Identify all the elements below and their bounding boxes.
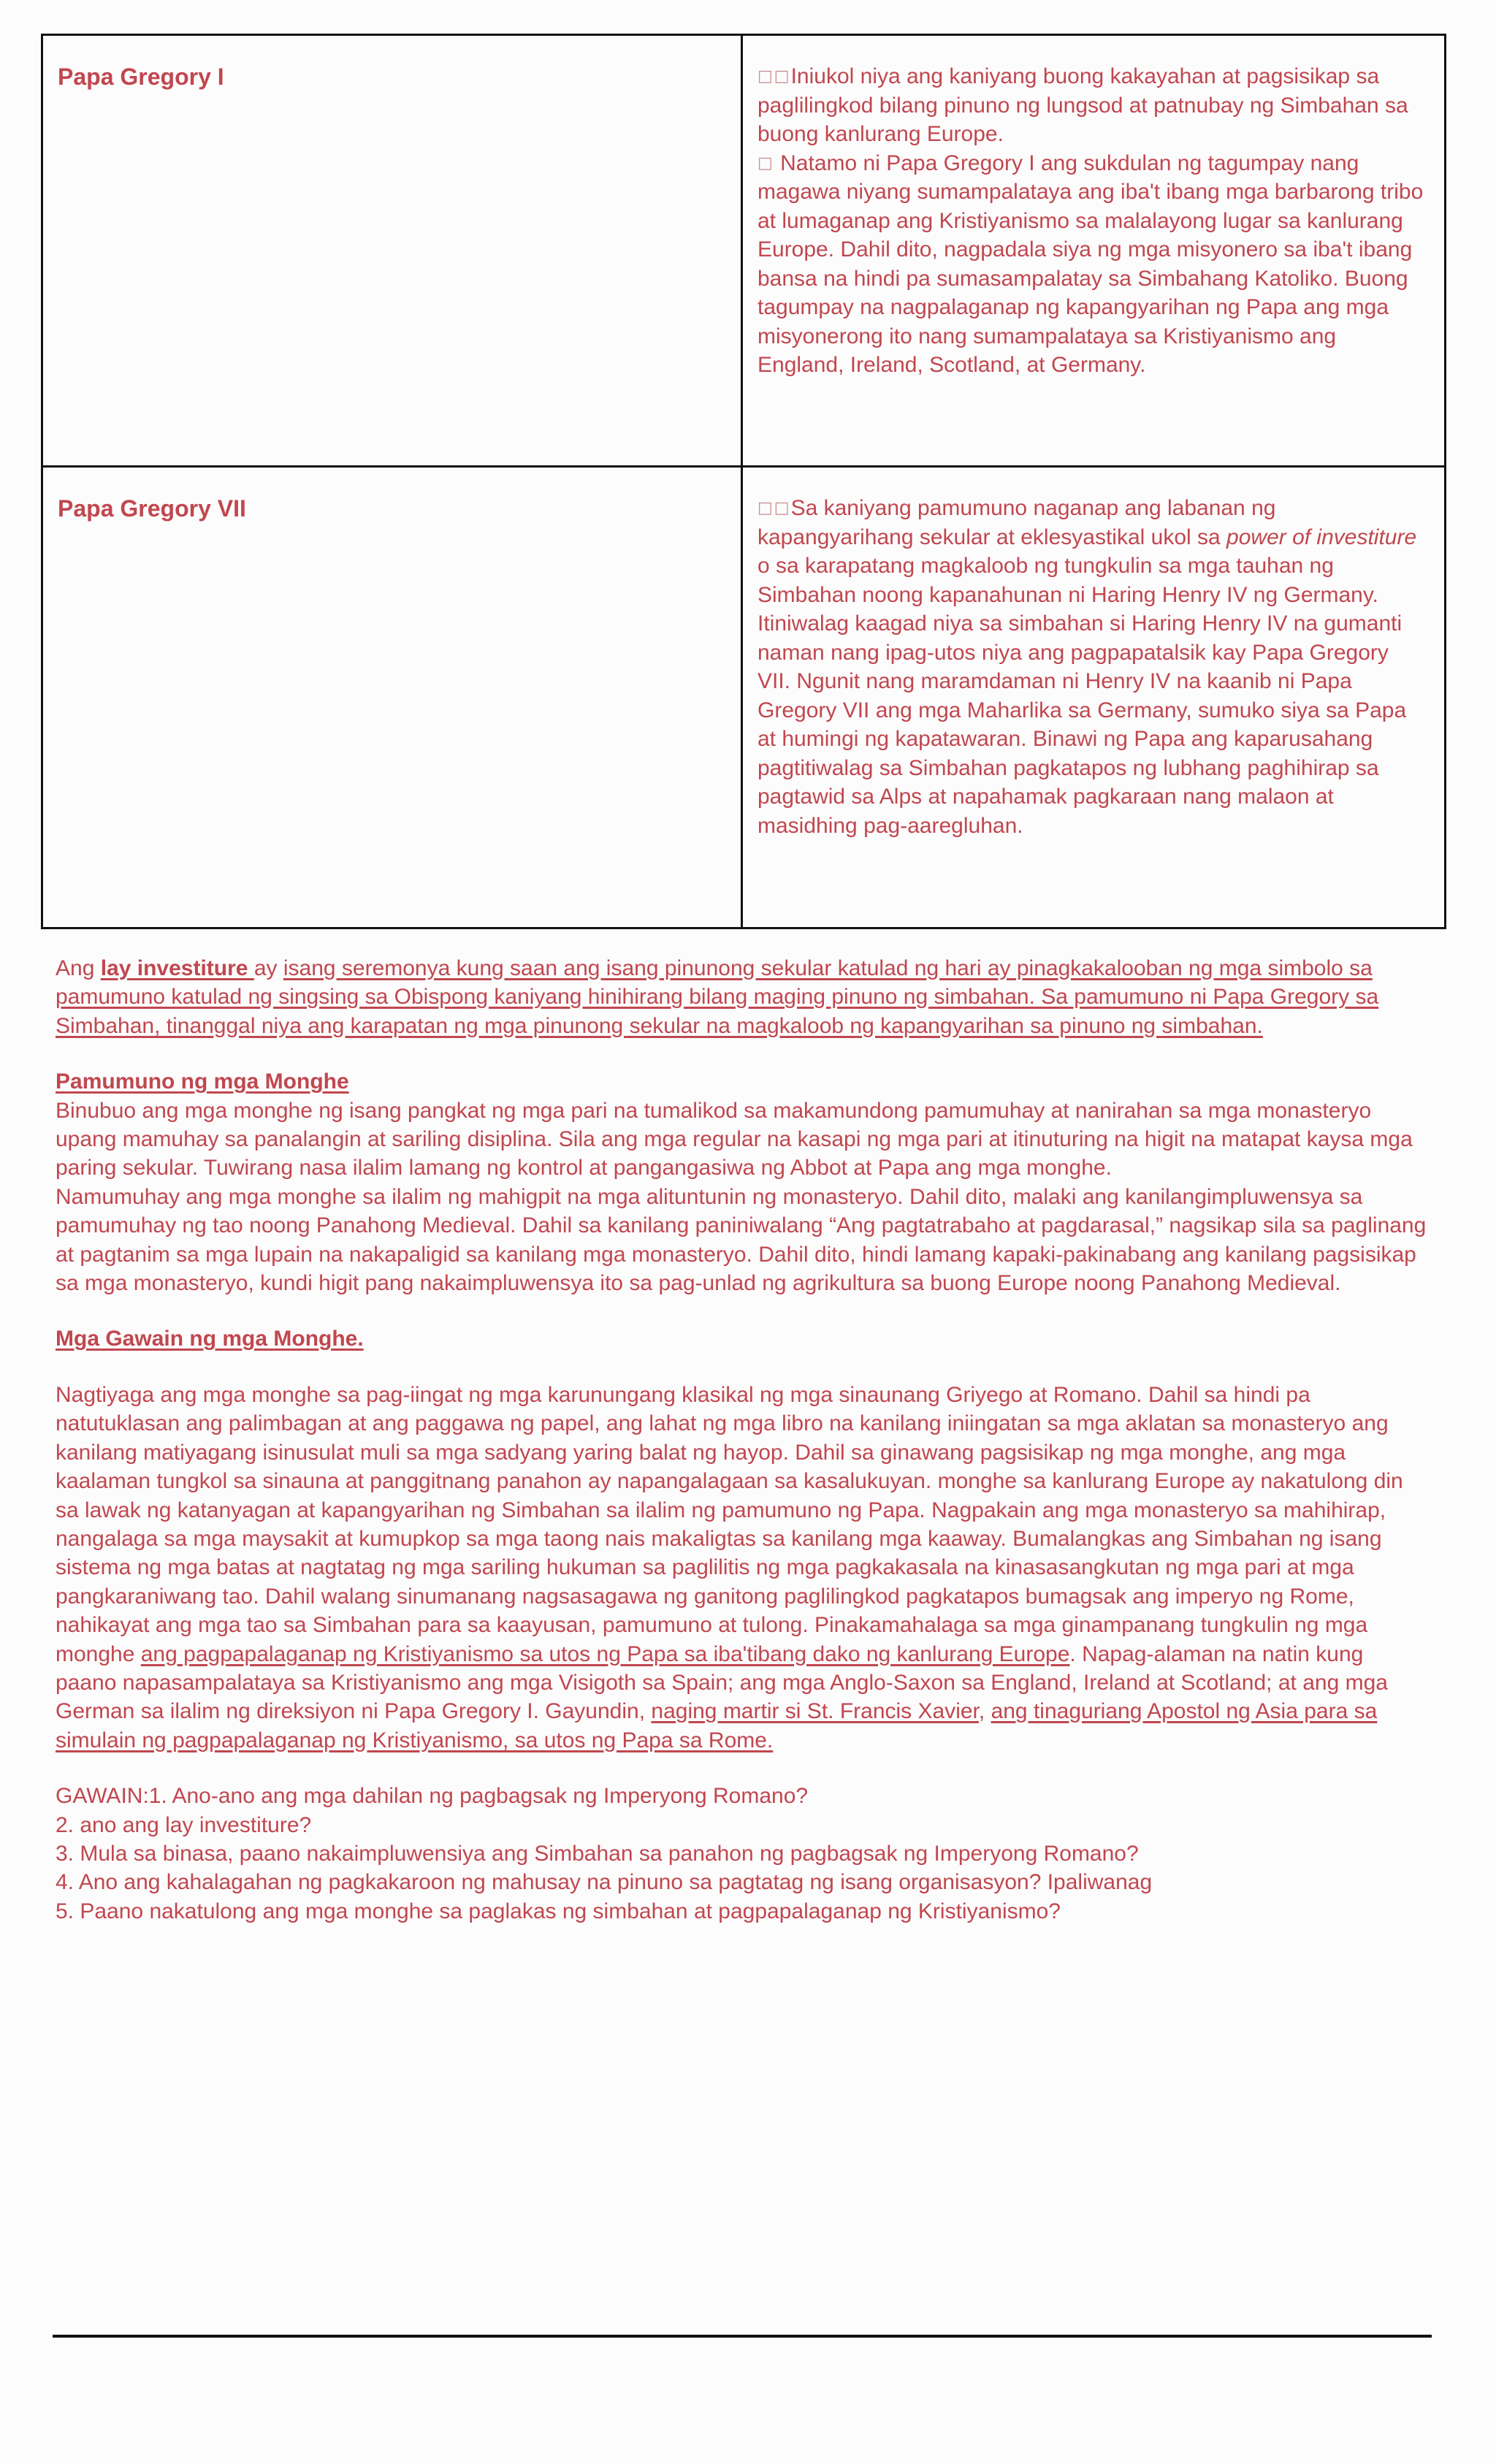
- pope-description: [743, 468, 1444, 840]
- underlined-phrase: ang pagpapalaganap ng Kristiyanismo sa utos ng Papa sa iba'tibang dako ng kanlurang Europe: [140, 1641, 1070, 1666]
- pope-description-cell: [742, 467, 1446, 928]
- bullet-box-icon: □□: [757, 499, 791, 517]
- gawain-paragraph: Nagtiyaga ang mga monghe sa pag-iingat ng mga karunungang klasikal ng mga sinaunang Griyego at Romano. Dahil sa hindi pa natutuklasan ang palimbagan at ang paggawa ng papel, ang lahat ng mga libro na kanilang iniingatan sa mga aklatan sa monasteryo ang kanilang matiyagang isinusulat muli sa mga sadyang yaring balat ng hayop. Dahil sa ginawang pagsisikap ng mga monghe, ang mga kaalaman tungkol sa sinauna at panggitnang panahon ay napangalagaan sa kasalukuyan. monghe sa kanlurang Europe ay nakatulong din sa lawak ng katanyagan at kapangyarihan ng Simbahan sa ilalim ng pamumuno ng Papa. Nagpakain ang mga monasteryo sa mahihirap, nangalaga sa mga maysakit at kumupkop sa mga taong nais makaligtas sa kanilang mga kaaway. Bumalangkas ang Simbahan ng isang sistema ng mga batas at nagtatag ng mga sariling hukuman sa paglilitis ng mga pagkakasala na kinasasangkutan ng mga pari at mga pangkaraniwang tao. Dahil walang sinumanang nagsasagawa ng ganitong paglilingkod pagkatapos bumagsak ang imperyo ng Rome, nahikayat ang mga tao sa Simbahan para sa kaayusan, pamumuno at tulong. Pinakamahalaga sa mga ginampanang tungkulin ng mga monghe ang pagpapalaganap ng Kristiyanismo sa utos ng Papa sa iba'tibang dako ng kanlurang Europe. Napag-alaman na natin kung paano napasampalataya sa Kristiyanismo ang mga Visigoth sa Spain; ang mga Anglo-Saxon sa England, Ireland at Scotland; at ang mga German sa ilalim ng direksiyon ni Papa Gregory I. Gayundin, naging martir si St. Francis Xavier, ang tinaguriang Apostol ng Asia para sa simulain ng pagpapalaganap ng Kristiyanismo, sa utos ng Papa sa Rome.: [56, 1382, 1403, 1752]
- description-paragraph: Natamo ni Papa Gregory I ang sukdulan ng tagumpay nang magawa niyang sumampalataya ang iba't ibang mga barbarong tribo at lumaganap ang Kristiyanismo sa malalayong lugar sa kanlurang Europe. Dahil dito, nagpadala siya ng mga misyonero sa iba't ibang bansa na hindi pa sumasampalatay sa Simbahang Katoliko. Buong tagumpay na nagpalaganap ng kapangyarihan ng Papa ang mga misyonerong ito nang sumampalataya sa Kristiyanismo ang England, Ireland, Scotland, at Germany.: [757, 150, 1424, 377]
- lay-investiture-term: lay investiture: [100, 956, 254, 980]
- description-italic: power of investiture: [1226, 525, 1417, 549]
- exercise-question: 3. Mula sa binasa, paano nakaimpluwensiya ang Simbahan sa panahon ng pagbagsak ng Imperyong Romano?: [56, 1841, 1139, 1866]
- exercise-question: 4. Ano ang kahalagahan ng pagkakaroon ng mahusay na pinuno sa pagtatag ng isang organisasyon? Ipaliwanag: [56, 1870, 1153, 1895]
- lay-investiture-definition: isang seremonya kung saan ang isang pinunong sekular katulad ng hari ay pinagkakalooban ng mga simbolo sa pamumuno katulad ng singsing sa Obispong kaniyang hinihirang bilang maging pinuno ng simbahan. Sa pamumuno ni Papa Gregory sa Simbahan, tinanggal niya ang karapatan ng mga pinunong sekular na magkaloob ng kapangyarihan sa pinuno ng simbahan.: [56, 956, 1379, 1038]
- description-paragraph: Iniukol niya ang kaniyang buong kakayahan at pagsisikap sa paglilingkod bilang pinuno ng lungsod at patnubay ng Simbahan sa buong kanlurang Europe.: [757, 64, 1408, 146]
- table-row: [42, 35, 1446, 467]
- popes-table: [41, 34, 1446, 929]
- underlined-phrase: ang tinaguriang Apostol ng Asia para sa simulain ng pagpapalaganap ng Kristiyanismo, sa utos ng Papa sa Rome.: [56, 1699, 1378, 1752]
- pamumuno-paragraph: Namumuhay ang mga monghe sa ilalim ng mahigpit na mga alituntunin ng monasteryo. Dahil dito, malaki ang kanilangimpluwensya sa pamumuhay ng tao noong Panahong Medieval. Dahil sa kanilang paniniwalang “Ang pagtatrabaho at pagdarasal,” nagsikap sila sa paglinang at pagtanim sa mga lupain na nakapaligid sa kanilang mga monasteryo. Dahil dito, hindi lamang kapaki-pakinabang ang kanilang pagsisikap sa mga monasteryo, kundi higit pang nakaimpluwensya ito sa pag-unlad ng agrikultura sa buong Europe noong Panahong Medieval.: [56, 1184, 1427, 1296]
- section-heading-pamumuno: Pamumuno ng mga Monghe: [56, 1069, 349, 1094]
- pope-name: Papa Gregory VII: [58, 495, 246, 522]
- body-section: [56, 954, 1429, 1926]
- pope-description: [743, 36, 1444, 380]
- underlined-phrase: naging martir si St. Francis Xavier: [651, 1699, 979, 1724]
- exercise-question: 5. Paano nakatulong ang mga monghe sa paglakas ng simbahan at pagpapalaganap ng Kristiyanismo?: [56, 1899, 1061, 1923]
- pope-description-cell: [742, 35, 1446, 467]
- description-text: o sa karapatang magkaloob ng tungkulin sa mga tauhan ng Simbahan noong kapanahunan ni Haring Henry IV ng Germany. Itiniwalag kaagad niya sa simbahan si Haring Henry IV na gumanti naman nang ipag-utos niya ang pagpapatalsik kay Papa Gregory VII. Ngunit nang maramdaman ni Henry IV na kaanib ni Papa Gregory VII ang mga Maharlika sa Germany, sumuko siya sa Papa at humingi ng kapatawaran. Binawi ng Papa ang kaparusahang pagtitiwalag sa Simbahan pagkatapos ng lubhang paghihirap sa pagtawid sa Alps at napahamak pagkaraan nang malaon at masidhing pag-aaregluhan.: [757, 554, 1407, 838]
- exercise-question: GAWAIN:1. Ano-ano ang mga dahilan ng pagbagsak ng Imperyong Romano?: [56, 1784, 809, 1809]
- description-text: Sa kaniyang pamumuno naganap ang labanan ng kapangyarihang sekular at eklesyastikal ukol sa: [757, 496, 1276, 549]
- pope-name: Papa Gregory I: [58, 64, 224, 90]
- pope-name-cell: [42, 35, 742, 467]
- table-row: [42, 467, 1446, 928]
- pamumuno-paragraph: Binubuo ang mga monghe ng isang pangkat ng mga pari na tumalikod sa makamundong pamumuhay at nanirahan sa mga monasteryo upang mamuhay sa panalangin at sariling disiplina. Sila ang mga regular na kasapi ng mga pari at itinuturing na higit na matapat kaysa mga paring sekular. Tuwirang nasa ilalim lamang ng kontrol at pangangasiwa ng Abbot at Papa ang mga monghe.: [56, 1098, 1413, 1180]
- lay-investiture-paragraph: Ang lay investiture ay isang seremonya kung saan ang isang pinunong sekular katulad ng hari ay pinagkakalooban ng mga simbolo sa pamumuno katulad ng singsing sa Obispong kaniyang hinihirang bilang maging pinuno ng simbahan. Sa pamumuno ni Papa Gregory sa Simbahan, tinanggal niya ang karapatan ng mga pinunong sekular na magkaloob ng kapangyarihan sa pinuno ng simbahan.: [56, 956, 1379, 1038]
- footer-divider: [53, 2335, 1432, 2338]
- pope-name-cell: [42, 467, 742, 928]
- exercise-question: 2. ano ang lay investiture?: [56, 1812, 312, 1837]
- bullet-box-icon: □□: [757, 67, 791, 85]
- bullet-box-icon: □: [757, 153, 774, 172]
- section-heading-gawain: Mga Gawain ng mga Monghe.: [56, 1327, 364, 1351]
